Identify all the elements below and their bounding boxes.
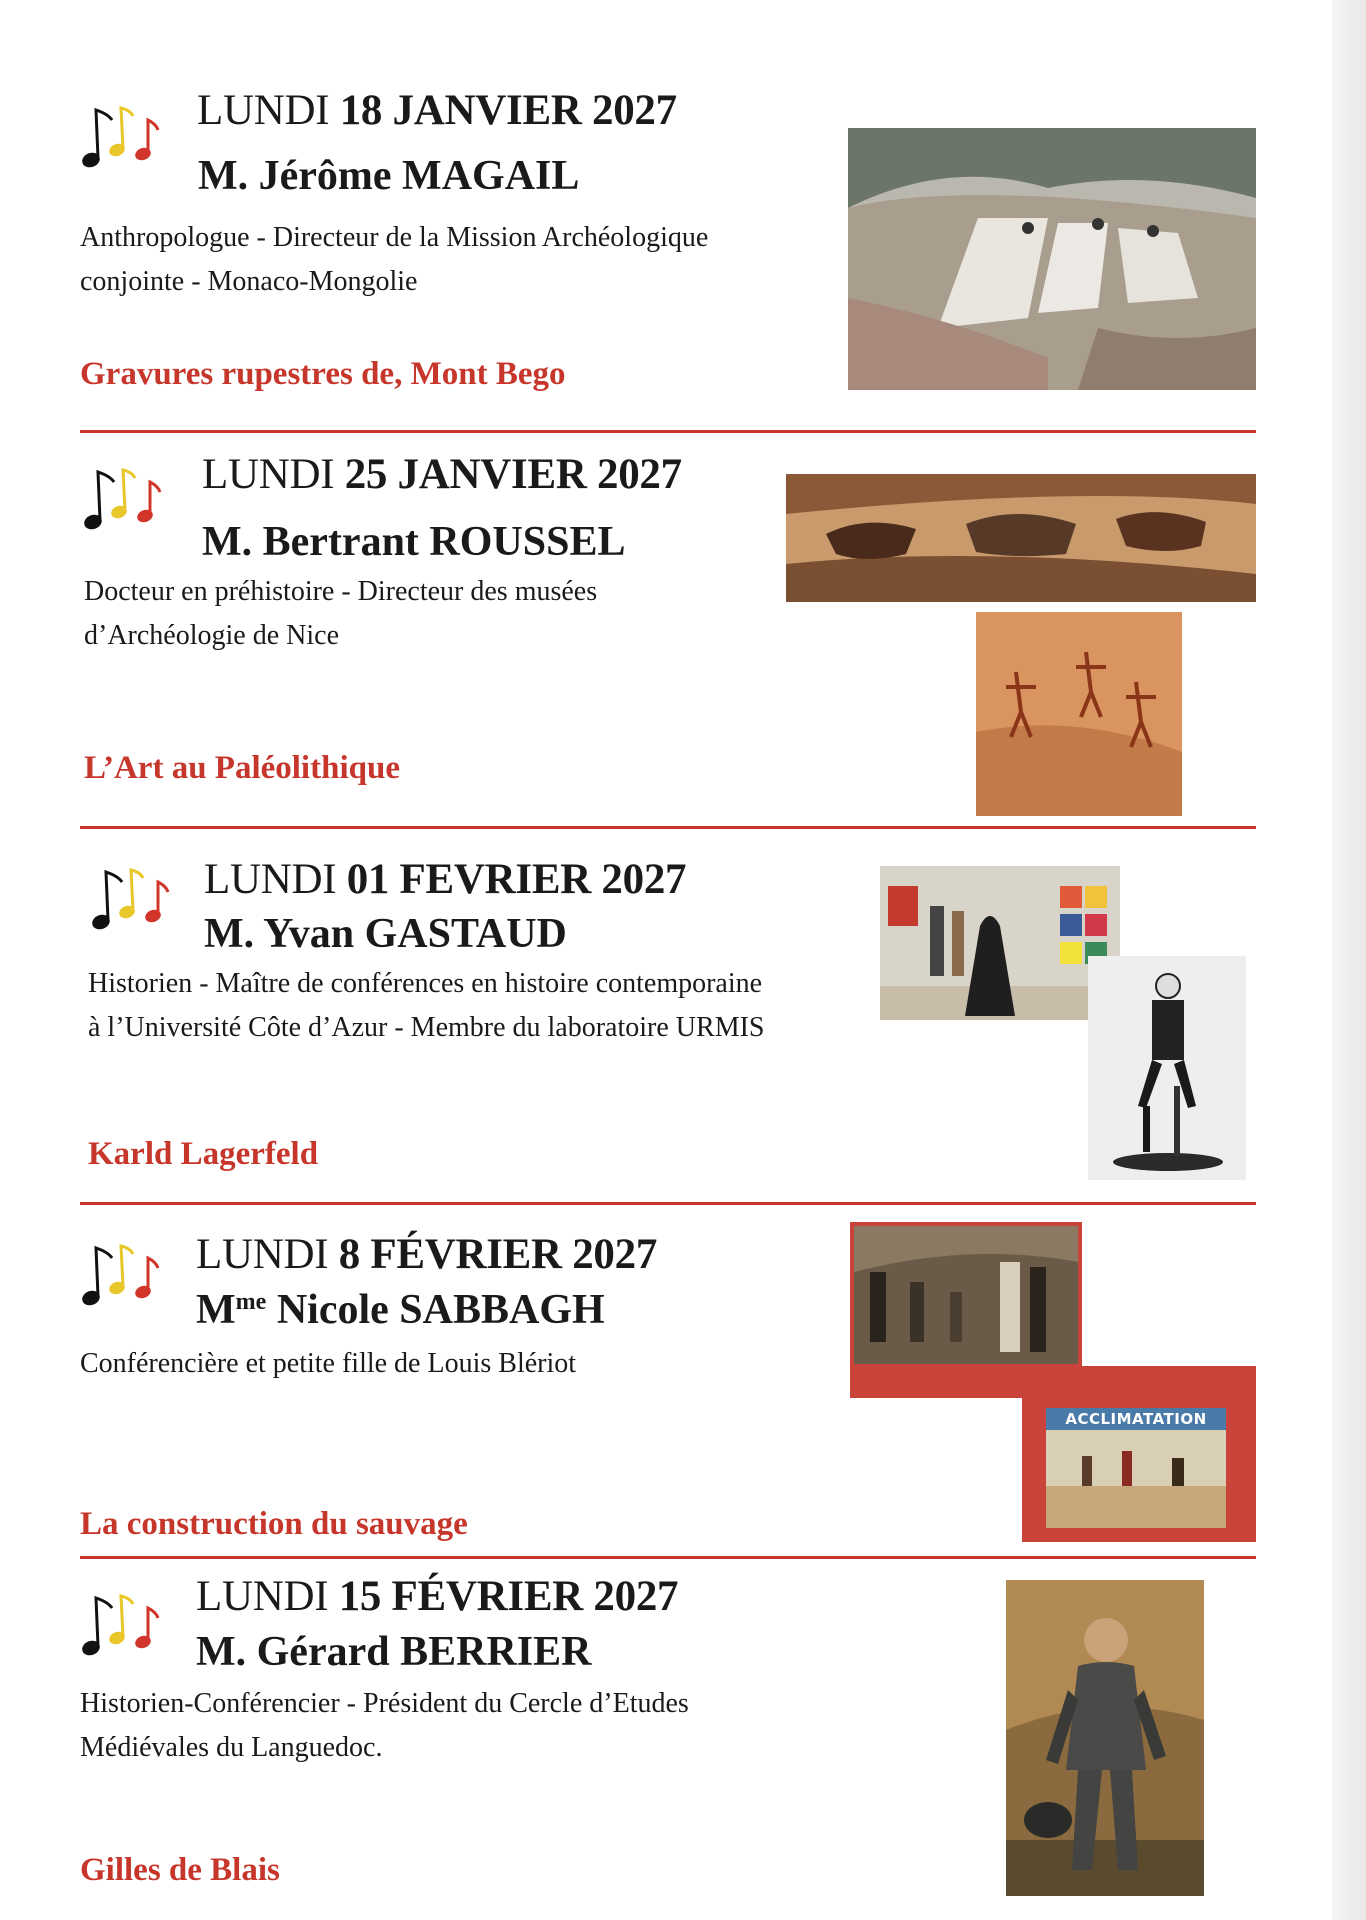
talk-topic: Gilles de Blais xyxy=(80,1852,280,1888)
event-date: LUNDI 15 FÉVRIER 2027 xyxy=(196,1573,679,1620)
speaker-role: Anthropologue - Directeur de la Mission Archéologique conjointe - Monaco-Mongolie xyxy=(80,222,709,297)
photo-lagerfeld-statue xyxy=(1088,956,1246,1180)
photo-rock-art xyxy=(976,612,1182,816)
painting-knight-armor xyxy=(1006,1580,1204,1896)
event-date: LUNDI 8 FÉVRIER 2027 xyxy=(196,1231,658,1278)
talk-topic: Karld Lagerfeld xyxy=(88,1136,319,1172)
talk-topic: L’Art au Paléolithique xyxy=(84,750,400,786)
speaker-name: M. Yvan GASTAUD xyxy=(204,911,567,957)
speaker-role: Conférencière et petite fille de Louis Blériot xyxy=(80,1348,577,1379)
speaker-role: Docteur en préhistoire - Directeur des musées d’Archéologie de Nice xyxy=(84,576,598,651)
divider xyxy=(80,1556,1256,1559)
page-edge xyxy=(1332,0,1366,1920)
music-notes-icon xyxy=(88,862,178,942)
event-date: LUNDI 25 JANVIER 2027 xyxy=(202,451,682,498)
music-notes-icon xyxy=(78,100,168,180)
photo-rock-site xyxy=(848,128,1256,390)
speaker-role: Historien-Conférencier - Président du Cercle d’Etudes Médiévales du Languedoc. xyxy=(80,1688,689,1763)
poster-title: ACCLIMATATION xyxy=(1065,1410,1207,1428)
speaker-role: Historien - Maître de conférences en histoire contemporaine à l’Université Côte d’Azur - Membre du laboratoire URMIS xyxy=(88,968,765,1043)
divider xyxy=(80,826,1256,829)
photo-exhibition xyxy=(880,866,1120,1020)
speaker-name: $M^{me}$ Nicole SABBAGH xyxy=(196,1287,605,1333)
divider xyxy=(80,1202,1256,1205)
music-notes-icon xyxy=(80,462,170,542)
music-notes-icon xyxy=(78,1238,168,1318)
divider xyxy=(80,430,1256,433)
photo-cave-painting xyxy=(786,474,1256,602)
event-date: LUNDI 01 FEVRIER 2027 xyxy=(204,856,687,903)
talk-topic: Gravures rupestres de, Mont Bego xyxy=(80,356,566,392)
event-date: LUNDI 18 JANVIER 2027 xyxy=(197,87,677,134)
music-notes-icon xyxy=(78,1588,168,1668)
speaker-name: M. Bertrant ROUSSEL xyxy=(202,519,626,565)
poster-acclimatation xyxy=(1022,1366,1256,1542)
speaker-name: M. Gérard BERRIER xyxy=(196,1629,592,1675)
speaker-name: M. Jérôme MAGAIL xyxy=(198,153,580,199)
talk-topic: La construction du sauvage xyxy=(80,1506,468,1542)
